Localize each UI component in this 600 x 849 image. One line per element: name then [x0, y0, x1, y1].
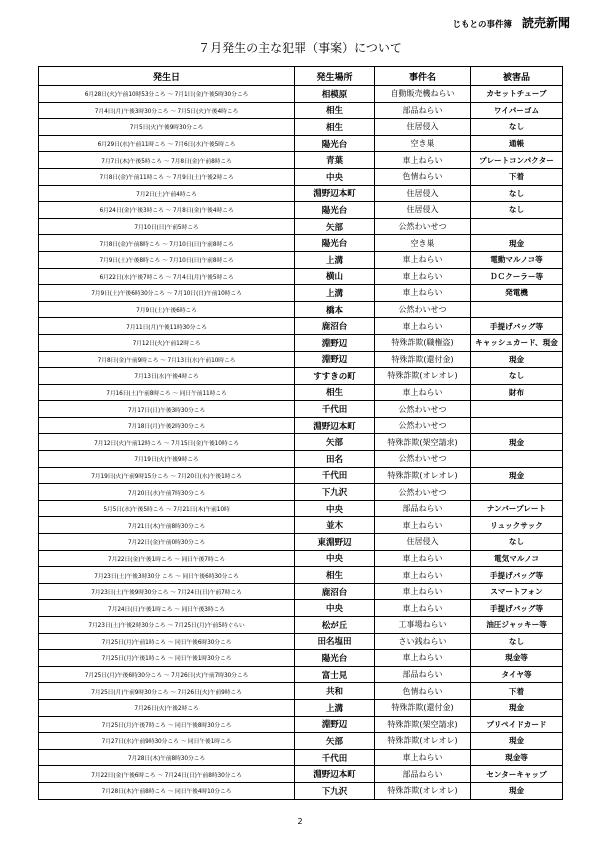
cell-place: 上溝	[295, 251, 375, 268]
cell-case: 空き巣	[375, 235, 471, 252]
cell-date: 7月23日(土)午後9時30分ころ ～ 7月24日(日)午前7時ころ	[39, 583, 295, 600]
cell-date: 7月9日(土)午後8時ころ ～ 7月10日(日)午前8時ころ	[39, 251, 295, 268]
table-row	[39, 368, 563, 385]
cell-date: 7月25日(月)午後6時30分ころ ～ 7月26日(火)午前7時30分ころ	[39, 666, 295, 683]
table-row	[39, 467, 563, 484]
cell-place: 相生	[295, 567, 375, 584]
cell-date: 7月20日(水)午前7時30分ころ	[39, 484, 295, 501]
table-row	[39, 782, 563, 799]
cell-place: 上溝	[295, 699, 375, 716]
cell-loss: プリペイドカード	[471, 716, 563, 733]
cell-case: 公然わいせつ	[375, 401, 471, 418]
cell-loss: 現金等	[471, 650, 563, 667]
table-row	[39, 235, 563, 252]
cell-loss: センターキャップ	[471, 766, 563, 783]
table-body	[39, 86, 563, 800]
table-row	[39, 202, 563, 219]
table-row	[39, 86, 563, 103]
table-row	[39, 417, 563, 434]
cell-place: 相生	[295, 102, 375, 119]
page-number: 2	[297, 817, 303, 826]
masthead-subtitle: じもとの事件簿	[452, 20, 512, 30]
cell-loss: プレートコンパクター	[471, 152, 563, 169]
table-row	[39, 119, 563, 136]
table-row	[39, 733, 563, 750]
table-row	[39, 716, 563, 733]
table-row	[39, 699, 563, 716]
table-row	[39, 749, 563, 766]
cell-loss	[471, 218, 563, 235]
cell-case: 特殊詐欺(オレオレ)	[375, 467, 471, 484]
cell-date: 7月18日(月)午後2時30分ころ	[39, 417, 295, 434]
column-header-loss: 被害品	[471, 67, 563, 86]
masthead	[452, 14, 570, 31]
cell-case: 住居侵入	[375, 185, 471, 202]
cell-case: 公然わいせつ	[375, 218, 471, 235]
cell-place: 陽光台	[295, 650, 375, 667]
cell-loss: カセットチューブ	[471, 86, 563, 103]
cell-case: 部品ねらい	[375, 500, 471, 517]
cell-case: 特殊詐欺(オレオレ)	[375, 733, 471, 750]
cell-loss: 財布	[471, 384, 563, 401]
cell-case: 車上ねらい	[375, 550, 471, 567]
cell-place: 下九沢	[295, 782, 375, 799]
cell-date: 7月7日(木)午後5時ころ ～ 7月8日(金)午前8時ころ	[39, 152, 295, 169]
masthead-brand: 読売新聞	[521, 16, 570, 30]
cell-date: 7月5日(火)午後9時30分ころ	[39, 119, 295, 136]
cell-loss	[471, 401, 563, 418]
cell-place: 陽光台	[295, 135, 375, 152]
crime-table	[38, 66, 563, 800]
cell-loss: タイヤ等	[471, 666, 563, 683]
cell-case: 車上ねらい	[375, 517, 471, 534]
cell-place: 淵野辺本町	[295, 185, 375, 202]
table-row	[39, 600, 563, 617]
cell-loss	[471, 484, 563, 501]
cell-loss: 油圧ジャッキー等	[471, 617, 563, 634]
cell-date: 7月25日(月)午後7時ころ ～ 同日午後8時30分ころ	[39, 716, 295, 733]
cell-case: 住居侵入	[375, 202, 471, 219]
cell-place: すすきの町	[295, 368, 375, 385]
table-row	[39, 285, 563, 302]
cell-case: 公然わいせつ	[375, 417, 471, 434]
cell-loss: 現金	[471, 782, 563, 799]
cell-loss: 現金	[471, 434, 563, 451]
cell-case: さい銭ねらい	[375, 633, 471, 650]
table-row	[39, 517, 563, 534]
cell-place: 相生	[295, 119, 375, 136]
cell-place: 淵野辺	[295, 334, 375, 351]
cell-place: 陽光台	[295, 202, 375, 219]
table-row	[39, 583, 563, 600]
cell-place: 松が丘	[295, 617, 375, 634]
cell-place: 鹿沼台	[295, 583, 375, 600]
cell-case: 車上ねらい	[375, 251, 471, 268]
cell-loss: リュックサック	[471, 517, 563, 534]
cell-date: 7月12日(火)午前12時ころ	[39, 334, 295, 351]
cell-loss	[471, 451, 563, 468]
cell-loss: 下着	[471, 168, 563, 185]
cell-case: 車上ねらい	[375, 749, 471, 766]
cell-date: 7月2日(土)午前4時ころ	[39, 185, 295, 202]
cell-case: 特殊詐欺(還付金)	[375, 699, 471, 716]
table-row	[39, 351, 563, 368]
cell-case: 色情ねらい	[375, 683, 471, 700]
cell-date: 7月17日(日)午後3時30分ころ	[39, 401, 295, 418]
cell-place: 中央	[295, 550, 375, 567]
cell-date: 6月24日(金)午後3時ころ ～ 7月8日(金)午後4時ころ	[39, 202, 295, 219]
cell-place: 富士見	[295, 666, 375, 683]
cell-date: 7月25日(月)午前9時30分ころ ～ 7月26日(火)午前9時ころ	[39, 683, 295, 700]
table-row	[39, 434, 563, 451]
cell-place: 淵野辺	[295, 351, 375, 368]
cell-place: 田名塩田	[295, 633, 375, 650]
cell-date: 7月22日(金)午前0時30分ころ	[39, 534, 295, 551]
cell-loss: 手提げバッグ等	[471, 567, 563, 584]
table-row	[39, 135, 563, 152]
cell-date: 7月19日(火)午前9時15分ころ ～ 7月20日(水)午後1時ころ	[39, 467, 295, 484]
cell-case: 特殊詐欺(オレオレ)	[375, 782, 471, 799]
cell-place: 相模原	[295, 86, 375, 103]
cell-date: 7月13日(水)午後4時ころ	[39, 368, 295, 385]
cell-date: 7月27日(水)午前9時30分ころ ～ 同日午後1時ころ	[39, 733, 295, 750]
cell-loss: なし	[471, 202, 563, 219]
cell-date: 7月8日(金)午前11時ころ ～ 7月9日(土)午後2時ころ	[39, 168, 295, 185]
cell-place: 淵野辺本町	[295, 766, 375, 783]
table-row	[39, 650, 563, 667]
table-row	[39, 334, 563, 351]
cell-place: 矢部	[295, 218, 375, 235]
table-row	[39, 633, 563, 650]
cell-case: 車上ねらい	[375, 268, 471, 285]
cell-case: 公然わいせつ	[375, 484, 471, 501]
cell-place: 鹿沼台	[295, 318, 375, 335]
cell-place: 矢部	[295, 733, 375, 750]
cell-case: 部品ねらい	[375, 666, 471, 683]
table-row	[39, 500, 563, 517]
cell-place: 中央	[295, 168, 375, 185]
column-header-case: 事件名	[375, 67, 471, 86]
cell-place: 並木	[295, 517, 375, 534]
table-row	[39, 550, 563, 567]
cell-loss: 現金	[471, 235, 563, 252]
cell-place: 橋本	[295, 301, 375, 318]
cell-date: 7月19日(火)午後9時ころ	[39, 451, 295, 468]
cell-date: 6月29日(水)午前11時ころ ～ 7月6日(水)午後5時ころ	[39, 135, 295, 152]
cell-case: 特殊詐欺(オレオレ)	[375, 368, 471, 385]
table-row	[39, 152, 563, 169]
table-row	[39, 218, 563, 235]
table-row	[39, 268, 563, 285]
table-row	[39, 451, 563, 468]
cell-case: 車上ねらい	[375, 285, 471, 302]
cell-place: 上溝	[295, 285, 375, 302]
cell-loss: 手提げバッグ等	[471, 600, 563, 617]
cell-place: 東淵野辺	[295, 534, 375, 551]
cell-place: 中央	[295, 600, 375, 617]
cell-date: 7月16日(土)午前8時ころ ～ 同日午前11時ころ	[39, 384, 295, 401]
cell-place: 陽光台	[295, 235, 375, 252]
cell-case: 工事場ねらい	[375, 617, 471, 634]
cell-case: 部品ねらい	[375, 102, 471, 119]
cell-loss: なし	[471, 119, 563, 136]
table-row	[39, 185, 563, 202]
cell-loss: 発電機	[471, 285, 563, 302]
cell-place: 千代田	[295, 467, 375, 484]
cell-date: 7月22日(金)午後6時ころ ～ 7月24日(日)午前8時30分ころ	[39, 766, 295, 783]
cell-place: 淵野辺	[295, 716, 375, 733]
table-row	[39, 168, 563, 185]
cell-place: 青葉	[295, 152, 375, 169]
cell-date: 7月24日(日)午後1時ころ ～ 同日午後3時ころ	[39, 600, 295, 617]
table-row	[39, 301, 563, 318]
cell-date: 6月22日(水)午後7時ころ ～ 7月4日(月)午後5時ころ	[39, 268, 295, 285]
cell-loss: 現金	[471, 351, 563, 368]
column-header-place: 発生場所	[295, 67, 375, 86]
table-row	[39, 251, 563, 268]
cell-case: 車上ねらい	[375, 318, 471, 335]
cell-case: 自動販売機ねらい	[375, 86, 471, 103]
table-row	[39, 766, 563, 783]
table-row	[39, 318, 563, 335]
cell-case: 車上ねらい	[375, 583, 471, 600]
cell-date: 7月22日(金)午後1時ころ ～ 同日午後7時ころ	[39, 550, 295, 567]
table-row	[39, 567, 563, 584]
cell-date: 7月8日(金)午前8時ころ ～ 7月10日(日)午前8時ころ	[39, 235, 295, 252]
cell-place: 横山	[295, 268, 375, 285]
cell-loss: ＤＣクーラー等	[471, 268, 563, 285]
cell-loss: なし	[471, 534, 563, 551]
cell-date: 7月28日(木)午前8時30分ころ	[39, 749, 295, 766]
cell-loss: ナンバープレート	[471, 500, 563, 517]
table-row	[39, 102, 563, 119]
cell-date: 7月25日(月)午後1時ころ ～ 同日午後1時30分ころ	[39, 650, 295, 667]
cell-case: 特殊詐欺(架空請求)	[375, 434, 471, 451]
cell-loss	[471, 417, 563, 434]
cell-loss: 電動マルノコ等	[471, 251, 563, 268]
table-row	[39, 683, 563, 700]
cell-case: 住居侵入	[375, 534, 471, 551]
cell-loss: なし	[471, 633, 563, 650]
cell-case: 特殊詐欺(職権盗)	[375, 334, 471, 351]
cell-loss: キャッシュカード、現金	[471, 334, 563, 351]
cell-date: 7月8日(金)午前9時ころ ～ 7月13日(水)午前10時ころ	[39, 351, 295, 368]
cell-date: 7月23日(土)午後2時30分ころ ～ 7月25日(月)午前5時ぐらい	[39, 617, 295, 634]
cell-date: 7月9日(土)午後6時ころ	[39, 301, 295, 318]
table-row	[39, 401, 563, 418]
cell-place: 共和	[295, 683, 375, 700]
cell-case: 空き巣	[375, 135, 471, 152]
cell-place: 矢部	[295, 434, 375, 451]
cell-place: 千代田	[295, 401, 375, 418]
table-row	[39, 617, 563, 634]
cell-case: 公然わいせつ	[375, 451, 471, 468]
cell-place: 田名	[295, 451, 375, 468]
cell-date: 5月5日(水)午後5時ころ ～ 7月21日(木)午前10時	[39, 500, 295, 517]
cell-date: 7月11日(月)午後11時30分ころ	[39, 318, 295, 335]
table-header-row	[39, 67, 563, 86]
page-title: ７月発生の主な犯罪（事案）について	[198, 41, 402, 55]
cell-case: 住居侵入	[375, 119, 471, 136]
cell-case: 車上ねらい	[375, 600, 471, 617]
cell-place: 千代田	[295, 749, 375, 766]
cell-loss: 現金	[471, 467, 563, 484]
cell-loss: 現金等	[471, 749, 563, 766]
cell-case: 部品ねらい	[375, 766, 471, 783]
cell-place: 淵野辺本町	[295, 417, 375, 434]
cell-date: 7月25日(月)午前1時ころ ～ 同日午後6時30分ころ	[39, 633, 295, 650]
cell-loss: 現金	[471, 699, 563, 716]
cell-case: 車上ねらい	[375, 152, 471, 169]
cell-date: 7月9日(土)午後6時30分ころ ～ 7月10日(日)午前10時ころ	[39, 285, 295, 302]
cell-place: 下九沢	[295, 484, 375, 501]
cell-date: 7月12日(火)午前12時ころ ～ 7月15日(金)午後10時ころ	[39, 434, 295, 451]
cell-date: 7月21日(木)午前8時30分ころ	[39, 517, 295, 534]
cell-place: 相生	[295, 384, 375, 401]
table-row	[39, 666, 563, 683]
cell-date: 7月26日(火)午後2時ころ	[39, 699, 295, 716]
cell-loss: 通帳	[471, 135, 563, 152]
cell-loss: なし	[471, 368, 563, 385]
table-row	[39, 484, 563, 501]
cell-case: 車上ねらい	[375, 650, 471, 667]
cell-date: 7月10日(日)午前5時ころ	[39, 218, 295, 235]
table-row	[39, 534, 563, 551]
cell-loss: 手提げバッグ等	[471, 318, 563, 335]
cell-case: 車上ねらい	[375, 567, 471, 584]
cell-date: 6月28日(火)午前10時53分ころ ～ 7月1日(金)午後5時30分ころ	[39, 86, 295, 103]
cell-loss	[471, 301, 563, 318]
cell-place: 中央	[295, 500, 375, 517]
cell-case: 車上ねらい	[375, 384, 471, 401]
table-row	[39, 384, 563, 401]
cell-case: 公然わいせつ	[375, 301, 471, 318]
cell-loss: 現金	[471, 733, 563, 750]
cell-loss: 下着	[471, 683, 563, 700]
column-header-date: 発生日	[39, 67, 295, 86]
cell-case: 特殊詐欺(架空請求)	[375, 716, 471, 733]
cell-loss: 電気マルノコ	[471, 550, 563, 567]
cell-loss: なし	[471, 185, 563, 202]
cell-date: 7月28日(木)午前8時ころ ～ 同日午後4時10分ころ	[39, 782, 295, 799]
cell-loss: ワイパーゴム	[471, 102, 563, 119]
cell-case: 色情ねらい	[375, 168, 471, 185]
cell-date: 7月4日(月)午後3時30分ころ ～ 7月5日(火)午後4時ころ	[39, 102, 295, 119]
cell-case: 特殊詐欺(還付金)	[375, 351, 471, 368]
cell-date: 7月23日(土)午後3時30分 ころ ～ 同日午後6時30分ころ	[39, 567, 295, 584]
cell-loss: スマートフォン	[471, 583, 563, 600]
